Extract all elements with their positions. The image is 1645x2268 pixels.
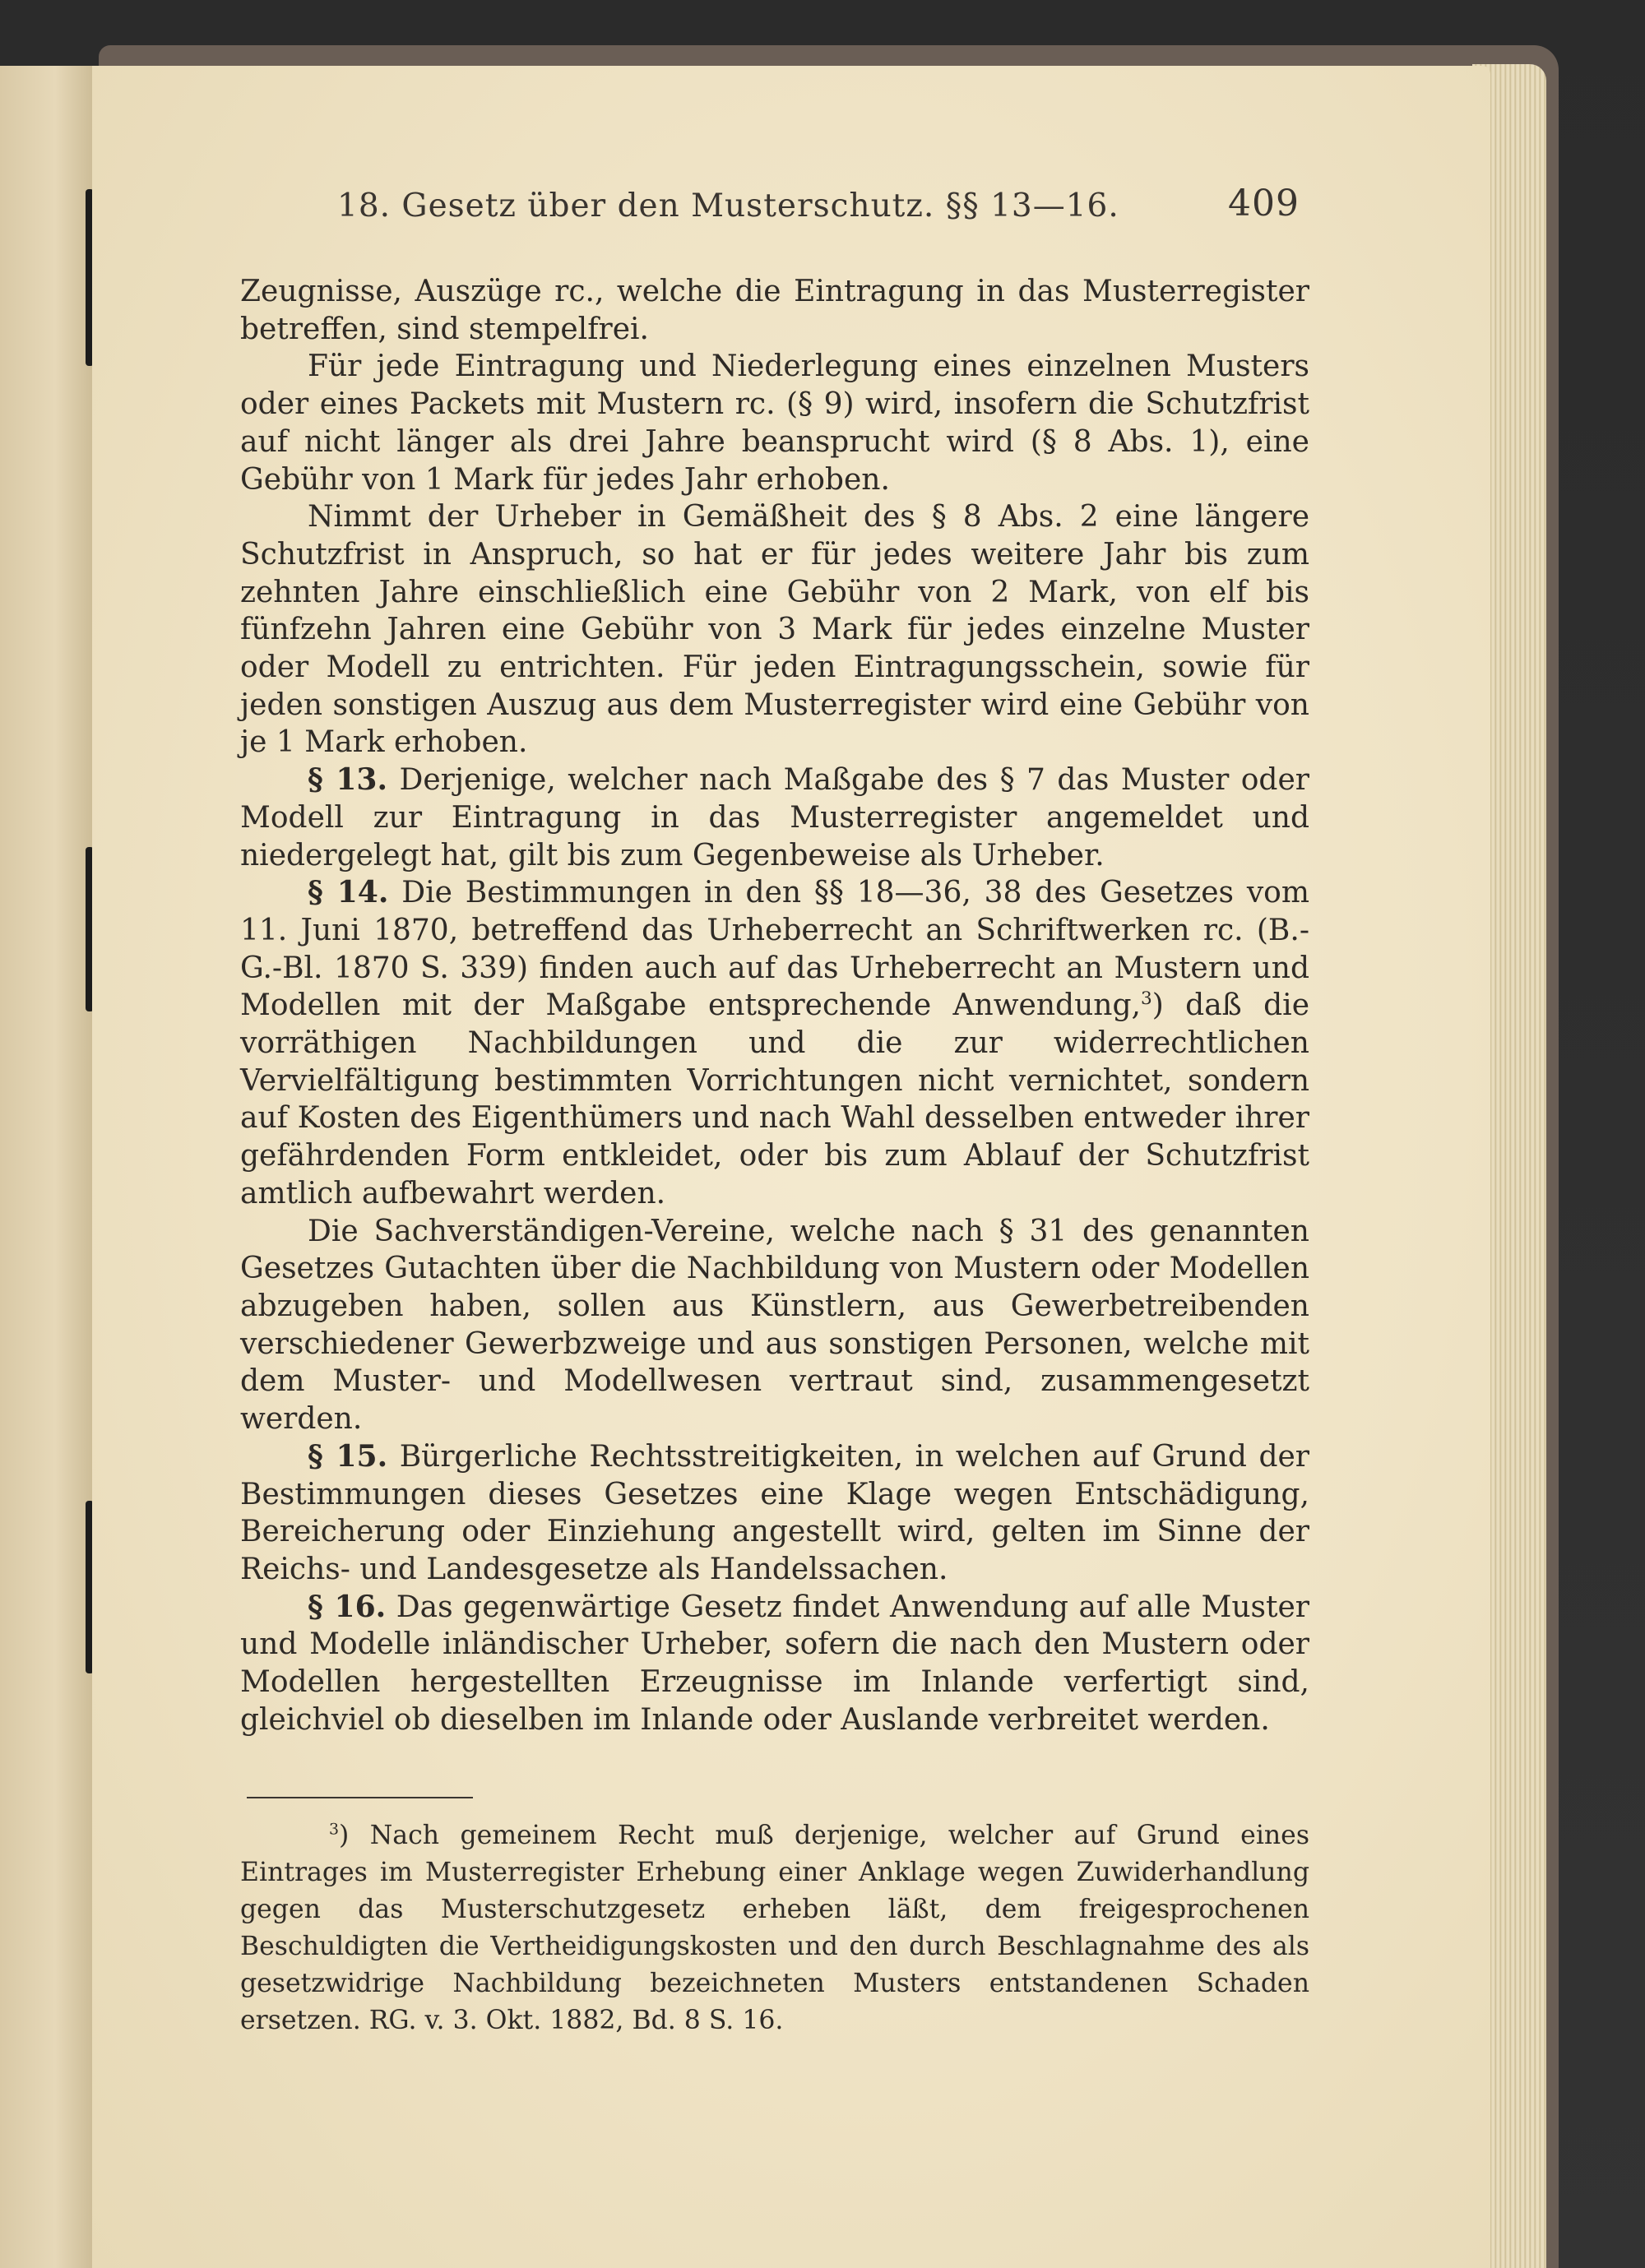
paragraph: Die Sachverständigen-Vereine, welche nach § 31 des genannten Gesetzes Gutachten über die Nachbildung von Mustern oder Modellen abzugeben haben, sollen aus Künstlern, aus Gewerbetreibenden verschiedener Gewerbzweige und aus sonstigen Personen, welche mit dem Muster- und Modellwesen vertraut sind, zusammengesetzt werden. [240,1214,1309,1437]
footnote-divider [247,1797,473,1798]
section-label: § 13. [308,762,387,798]
section-text: Derjenige, welcher nach Maßgabe des § 7 das Muster oder Modell zur Eintragung in das Musterregister angemeldet und niedergelegt hat, gilt bis zum Gegenbeweise als Urheber. [240,763,1309,872]
section-text: Das gegenwärtige Gesetz findet Anwendung auf alle Muster und Modelle inländischer Urheber, sofern die nach den Mustern oder Modellen hergestellten Erzeugnisse im Inlande verfertigt sind, gleichviel ob dieselben im Inlande oder Auslande verbreitet werden. [240,1590,1309,1737]
page-number: 409 [1228,183,1300,224]
running-title: 18. Gesetz über den Musterschutz. §§ 13—16. [337,187,1119,224]
paragraph: Für jede Eintragung und Niederlegung eines einzelnen Musters oder eines Packets mit Mustern rc. (§ 9) wird, insofern die Schutzfrist auf nicht länger als drei Jahre beansprucht wird (§ 8 Abs. 1), eine Gebühr von 1 Mark für jedes Jahr erhoben. [240,349,1309,497]
section-16 [240,1589,1309,1739]
section-13 [240,761,1309,874]
footnote-reference: 3 [1140,988,1152,1010]
section-15 [240,1438,1309,1589]
footnote-marker: 3 [329,1820,340,1839]
page-header [337,183,1300,232]
footnote [240,1817,1309,2039]
footnote-text: ) Nach gemeinem Recht muß derjenige, welcher auf Grund eines Eintrages im Musterregister Erhebung einer Anklage wegen Zuwiderhandlung gegen das Musterschutzgesetz erheben läßt, dem freigesprochenen Beschuldigten die Vertheidigungskosten und den durch Beschlagnahme des als gesetzwidrige Nachbildung bezeichneten Musters entstandenen Schaden ersetzen. RG. v. 3. Okt. 1882, Bd. 8 S. 16. [240,1821,1309,2035]
left-page-fragment [0,66,94,2268]
section-text: Die Bestimmungen in den §§ 18—36, 38 des Gesetzes vom 11. Juni 1870, betreffend das Urheberrecht an Schriftwerken rc. (B.-G.-Bl. 1870 S. 339) finden auch auf das Urheberrecht an Mustern und Modellen mit der Maßgabe entsprechende Anwendung, [240,876,1309,1023]
paragraph: Nimmt der Urheber in Gemäßheit des § 8 Abs. 2 eine längere Schutzfrist in Anspruch, so hat er für jedes weitere Jahr bis zum zehnten Jahre einschließlich eine Gebühr von 2 Mark, von elf bis fünfzehn Jahren eine Gebühr von 3 Mark für jedes einzelne Muster oder Modell zu entrichten. Für jeden Eintragungsschein, sowie für jeden sonstigen Auszug aus dem Musterregister wird eine Gebühr von je 1 Mark erhoben. [240,500,1309,760]
section-14 [240,874,1309,1212]
section-label: § 15. [308,1438,388,1474]
section-text: ) daß die vorräthigen Nachbildungen und die zur widerrechtlichen Vervielfältigung bestimmten Vorrichtungen nicht vernichtet, sondern auf Kosten des Eigenthümers und nach Wahl desselben entweder ihrer gefährdenden Form entkleidet, oder bis zum Ablauf der Schutzfrist amtlich aufbewahrt werden. [240,988,1309,1210]
paragraph: Zeugnisse, Auszüge rc., welche die Eintragung in das Musterregister betreffen, sind stempelfrei. [240,275,1309,346]
section-text: Bürgerliche Rechtsstreitigkeiten, in welchen auf Grund der Bestimmungen dieses Gesetzes eine Klage wegen Entschädigung, Bereicherung oder Einziehung angestellt wird, gelten im Sinne der Reichs- und Landesgesetze als Handelssachen. [240,1439,1309,1586]
page-body [240,273,1309,1738]
section-label: § 14. [308,875,389,910]
section-label: § 16. [308,1589,387,1624]
